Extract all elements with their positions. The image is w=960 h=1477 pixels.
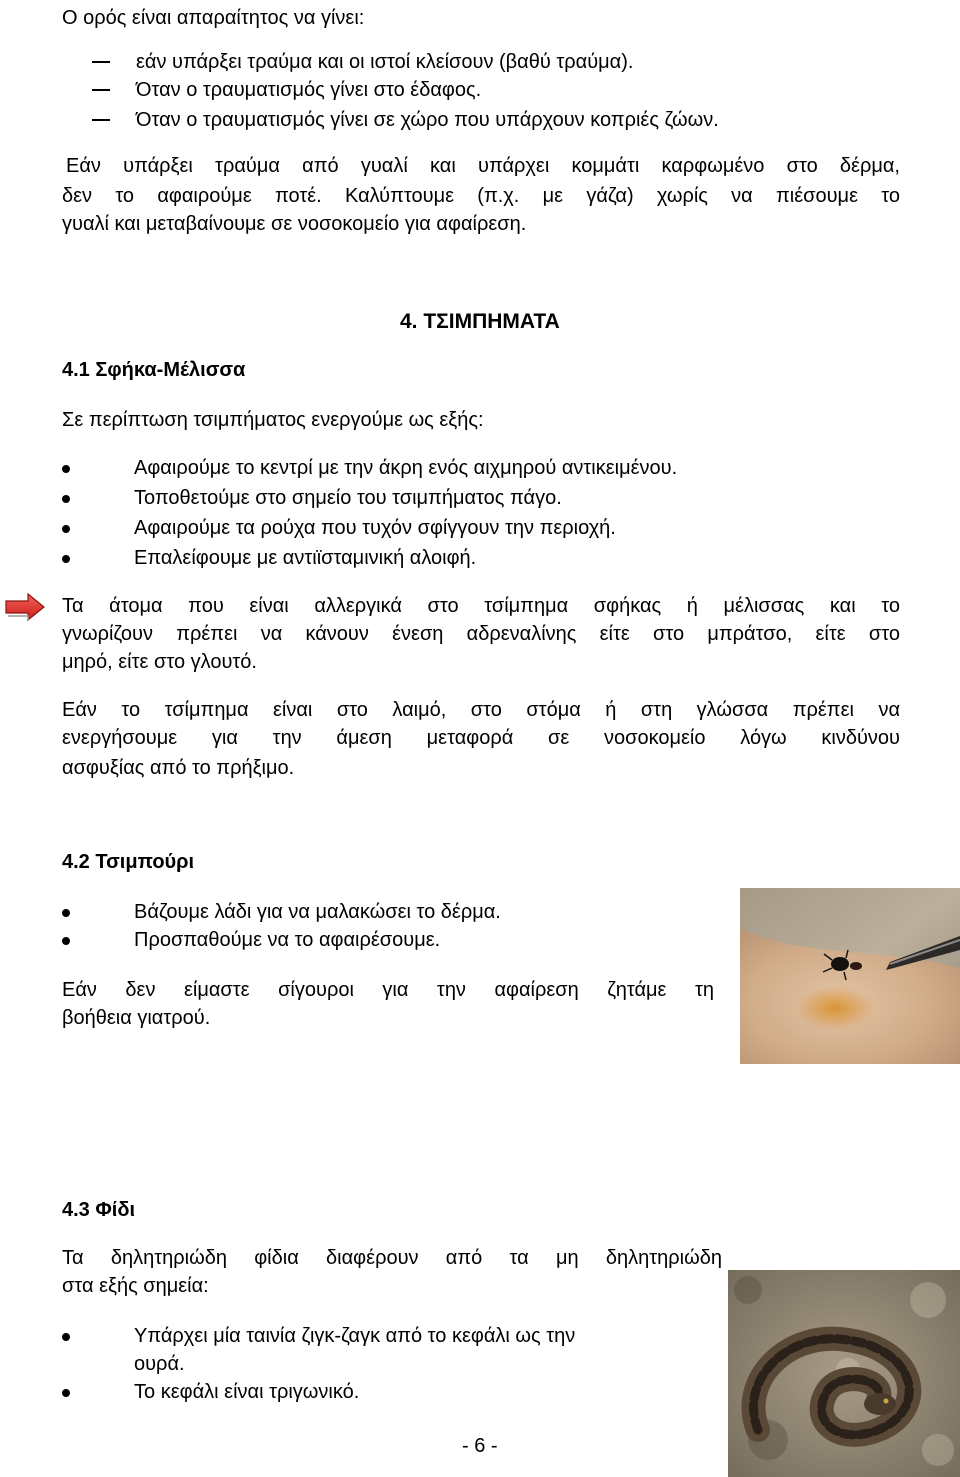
page-number: - 6 - [462,1435,498,1457]
list-item-text: Το κεφάλι είναι τριγωνικό. [134,1381,360,1403]
list-item-text: Προσπαθούμε να το αφαιρέσουμε. [134,929,441,951]
list-item-text: Αφαιρούμε το κεντρί με την άκρη ενός αιχμηρού αντικειμένου. [134,457,678,479]
bullet-icon [62,937,70,945]
allergy-paragraph-line: Τα άτομα που είναι αλλεργικά στο τσίμπημα σφήκας ή μέλισσας και το [62,595,900,617]
sting-lead: Σε περίπτωση τσιμπήματος ενεργούμε ως εξής: [62,409,484,431]
snake-lead-line: Τα δηλητηριώδη φίδια διαφέρουν από τα μη δηλητηριώδη [62,1247,722,1269]
throat-paragraph-line: ενεργήσουμε για την άμεση μεταφορά σε νοσοκομείο λόγω κινδύνου [62,727,900,749]
list-item-text: Υπάρχει μία ταινία ζιγκ-ζαγκ από το κεφάλι ως την [134,1325,576,1347]
dash-marker [92,119,110,121]
doctor-paragraph-line: βοήθεια γιατρού. [62,1007,211,1029]
list-item-text: Αφαιρούμε τα ρούχα που τυχόν σφίγγουν την περιοχή. [134,517,616,539]
dash-item-text: Όταν ο τραυματισμός γίνει στο έδαφος. [136,79,482,101]
dash-item-text: εάν υπάρξει τραύμα και οι ιστοί κλείσουν (βαθύ τραύμα). [136,51,634,73]
doctor-paragraph-line: Εάν δεν είμαστε σίγουροι για την αφαίρεση ζητάμε τη [62,979,714,1001]
list-item-text: Βάζουμε λάδι για να μαλακώσει το δέρμα. [134,901,501,923]
subsection-heading: 4.3 Φίδι [62,1199,136,1221]
dash-marker [92,61,110,63]
bullet-icon [62,525,70,533]
bullet-icon [62,1389,70,1397]
glass-paragraph-line: γυαλί και μεταβαίνουμε σε νοσοκομείο για αφαίρεση. [62,213,527,235]
throat-paragraph-line: ασφυξίας από το πρήξιμο. [62,757,295,779]
bullet-icon [62,465,70,473]
allergy-paragraph-line: γνωρίζουν πρέπει να κάνουν ένεση αδρεναλίνης είτε στο μπράτσο, είτε στο [62,623,900,645]
throat-paragraph-line: Εάν το τσίμπημα είναι στο λαιμό, στο στόμα ή στη γλώσσα πρέπει να [62,699,900,721]
list-item-text: Επαλείφουμε με αντιϊσταμινική αλοιφή. [134,547,477,569]
tick-photo [740,888,960,1064]
bullet-icon [62,555,70,563]
subsection-heading: 4.1 Σφήκα-Μέλισσα [62,359,246,381]
glass-paragraph-line: Εάν υπάρξει τραύμα από γυαλί και υπάρχει κομμάτι καρφωμένο στο δέρμα, [66,155,900,177]
arrow-right-icon [4,592,46,622]
bullet-icon [62,495,70,503]
subsection-heading: 4.2 Τσιμπούρι [62,851,195,873]
dash-item-text: Όταν ο τραυματισμός γίνει σε χώρο που υπάρχουν κοπριές ζώων. [136,109,719,131]
list-item-text: Τοποθετούμε στο σημείο του τσιμπήματος πάγο. [134,487,562,509]
dash-marker [92,89,110,91]
bullet-icon [62,1333,70,1341]
section-heading: 4. ΤΣΙΜΠΗΜΑΤΑ [400,310,560,333]
allergy-paragraph-line: μηρό, είτε στο γλουτό. [62,651,257,673]
snake-photo [728,1270,960,1477]
serum-lead: Ο ορός είναι απαραίτητος να γίνει: [62,7,365,29]
glass-paragraph-line: δεν το αφαιρούμε ποτέ. Καλύπτουμε (π.χ. με γάζα) χωρίς να πιέσουμε το [62,185,900,207]
snake-lead-line: στα εξής σημεία: [62,1275,209,1297]
list-item-text: ουρά. [134,1353,185,1375]
bullet-icon [62,909,70,917]
